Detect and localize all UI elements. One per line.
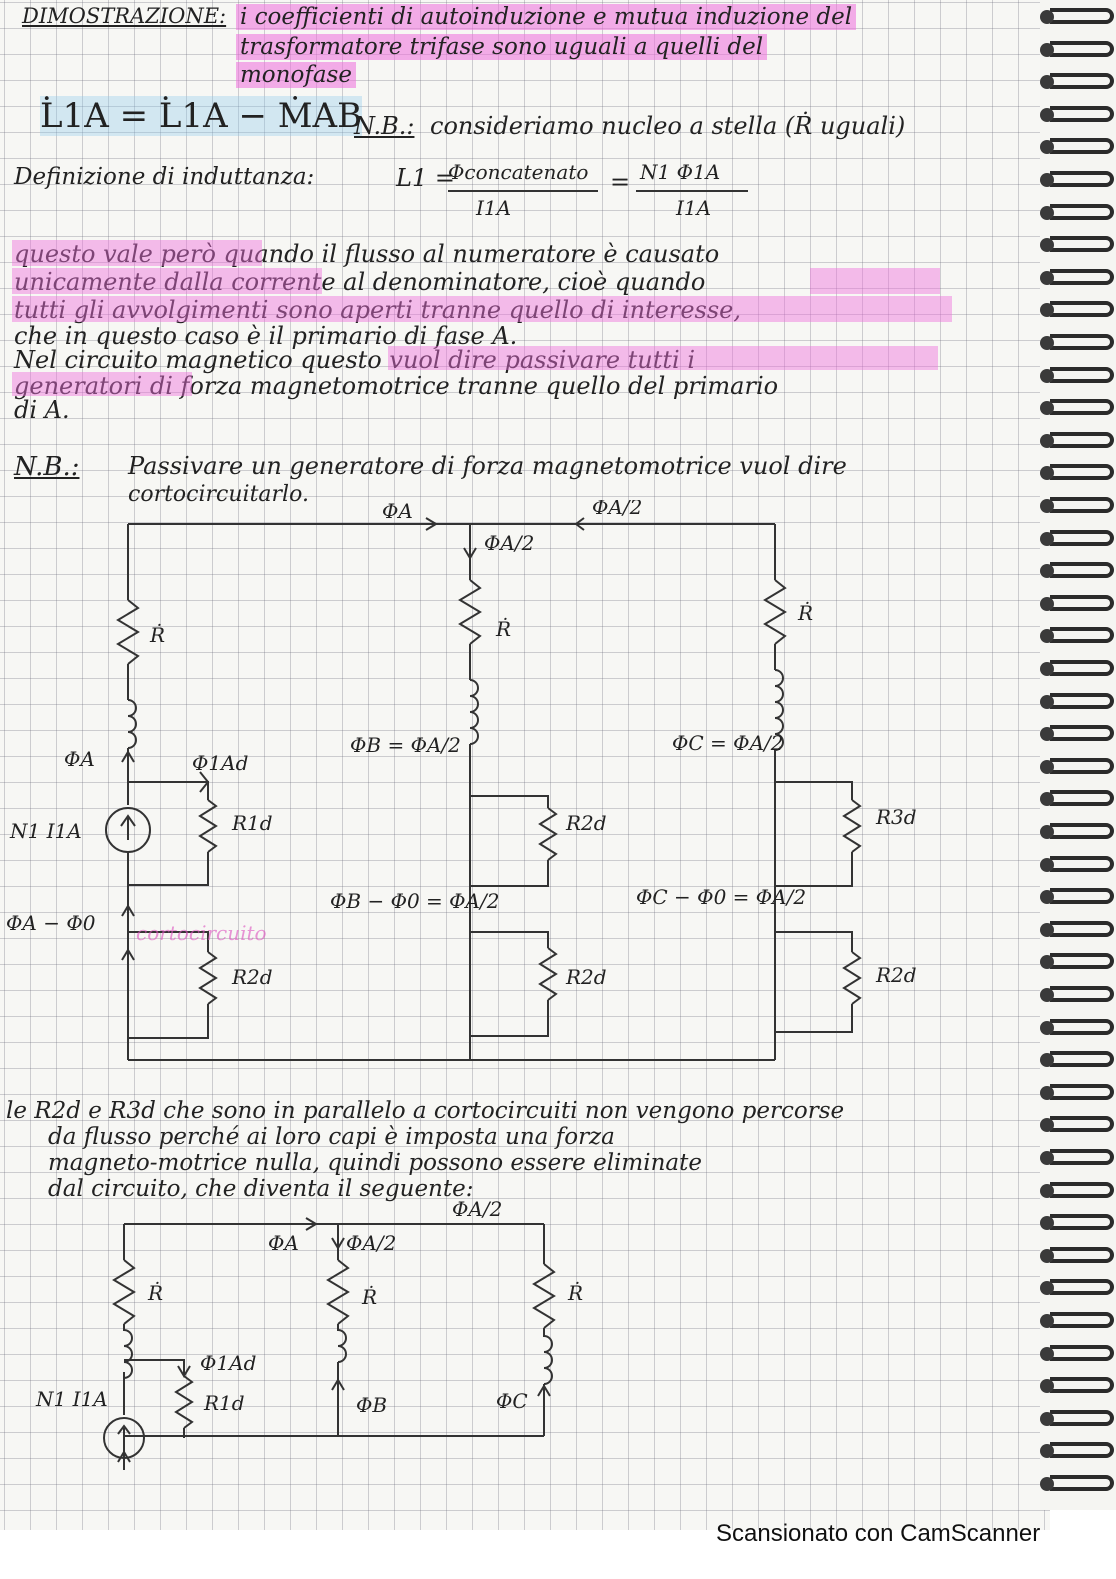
inductance-lhs: L1 = (396, 164, 455, 192)
label-phiC-phi0: ΦC − Φ0 = ΦA/2 (636, 885, 807, 909)
binding-hole (1040, 1021, 1054, 1035)
binding-ring (1050, 627, 1114, 643)
binding-ring (1050, 953, 1114, 969)
fraction-1-bar (448, 190, 598, 192)
highlight-p1-a (12, 240, 262, 266)
c2-label-R1: Ṙ (148, 1281, 164, 1305)
circuit1-mid-resistor (460, 580, 480, 644)
label-R2: Ṙ (496, 617, 512, 641)
c2-label-phiC: ΦC (496, 1389, 528, 1413)
binding-ring (1050, 1377, 1114, 1393)
binding-hole (1040, 499, 1054, 513)
binding-ring (1050, 693, 1114, 709)
binding-ring (1050, 269, 1114, 285)
circuit1-left-coil (128, 700, 136, 748)
binding-hole (1040, 369, 1054, 383)
binding-ring (1050, 367, 1114, 383)
binding-ring (1050, 171, 1114, 187)
paragraph-1-line-7: di A. (14, 396, 70, 424)
circuit2-right-coil (544, 1328, 552, 1384)
highlight-p1-f (12, 372, 192, 396)
circuit2-r1d-resistor (176, 1376, 192, 1428)
binding-hole (1040, 662, 1054, 676)
binding-ring (1050, 1475, 1114, 1491)
binding-ring (1050, 1312, 1114, 1328)
binding-hole (1040, 923, 1054, 937)
binding-ring (1050, 758, 1114, 774)
paragraph-1-line-4: che in questo caso è il primario di fase A. (14, 322, 518, 350)
binding-ring (1050, 823, 1114, 839)
binding-hole (1040, 597, 1054, 611)
binding-hole (1040, 336, 1054, 350)
label-R3d-right: R3d (876, 805, 917, 829)
paragraph-1-line-5: Nel circuito magnetico questo vuol dire passivare tutti i (14, 346, 696, 374)
c2-label-R2: Ṙ (362, 1285, 378, 1309)
binding-ring (1050, 1084, 1114, 1100)
binding-ring (1050, 1410, 1114, 1426)
binding-hole (1040, 1184, 1054, 1198)
binding-ring (1050, 660, 1114, 676)
binding-hole (1040, 206, 1054, 220)
circuit1-r2d-center (540, 948, 556, 1000)
paragraph-2-line-2: da flusso perché ai loro capi è imposta una forza (48, 1124, 615, 1150)
binding-ring (1050, 334, 1114, 350)
binding-hole (1040, 1314, 1054, 1328)
binding-hole (1040, 1151, 1054, 1165)
circuit1-mid-coil (470, 680, 478, 744)
binding-ring (1050, 138, 1114, 154)
binding-ring (1050, 921, 1114, 937)
circuit2-mid-resistor (328, 1260, 348, 1324)
c2-label-R3: Ṙ (568, 1281, 584, 1305)
self-inductance-formula: L̇1A = L̇1A − ṀAB (40, 96, 363, 136)
binding-ring (1050, 1051, 1114, 1067)
inductance-definition-label: Definizione di induttanza: (14, 164, 315, 190)
fraction-equals: = (610, 168, 631, 196)
binding-hole (1040, 1477, 1054, 1491)
binding-ring (1050, 888, 1114, 904)
nb-text-2-line-2: cortocircuitarlo. (128, 482, 309, 507)
label-phi1Ad: Φ1Ad (192, 751, 249, 775)
label-phiC: ΦC = ΦA/2 (672, 731, 784, 755)
c2-label-phiB: ΦB (356, 1393, 388, 1417)
paragraph-1-line-2: unicamente dalla corrente al denominatore, cioè quando (14, 268, 706, 296)
binding-ring (1050, 301, 1114, 317)
binding-hole (1040, 173, 1054, 187)
binding-ring (1050, 399, 1114, 415)
circuit1-r2d-right (844, 952, 860, 1004)
binding-ring (1050, 464, 1114, 480)
circuit2-mid-coil (338, 1324, 346, 1362)
circuit1-r2d-left (200, 952, 216, 1004)
c2-label-phiA: ΦA (268, 1231, 299, 1255)
label-R3: Ṙ (798, 601, 814, 625)
binding-ring (1050, 1116, 1114, 1132)
binding-hole (1040, 43, 1054, 57)
header-line-2: trasformatore trifase sono uguali a quelli del (236, 34, 767, 60)
binding-ring (1050, 432, 1114, 448)
binding-hole (1040, 760, 1054, 774)
spiral-binding (1040, 0, 1116, 1510)
magnetic-circuit-1 (0, 500, 1040, 1080)
binding-ring (1050, 1345, 1114, 1361)
fraction-1-numerator: Φconcatenato (448, 160, 589, 184)
binding-hole (1040, 1249, 1054, 1263)
circuit1-right-resistor (765, 580, 785, 644)
c2-label-phiA-half: ΦA/2 (346, 1231, 397, 1255)
label-phiA-half-top: ΦA/2 (592, 500, 643, 519)
header-line-1: i coefficienti di autoinduzione e mutua induzione del (236, 4, 856, 30)
binding-ring (1050, 1442, 1114, 1458)
binding-ring (1050, 1019, 1114, 1035)
label-phiA-left: ΦA (64, 747, 95, 771)
label-phiA-top: ΦA (382, 500, 413, 523)
label-R2d-mid: R2d (566, 811, 607, 835)
binding-hole (1040, 825, 1054, 839)
binding-ring (1050, 790, 1114, 806)
scanner-footer: Scansionato con CamScanner (716, 1520, 1041, 1547)
label-phiB: ΦB = ΦA/2 (350, 733, 461, 757)
binding-ring (1050, 236, 1114, 252)
circuit1-r1d-resistor (200, 800, 216, 852)
paragraph-1-line-3: tutti gli avvolgimenti sono aperti tranne quello di interesse, (14, 296, 742, 324)
binding-ring (1050, 530, 1114, 546)
fraction-1-denominator: I1A (476, 196, 512, 220)
binding-hole (1040, 988, 1054, 1002)
paragraph-1-line-6: generatori di forza magnetomotrice tranne quello del primario (14, 372, 779, 400)
label-R1: Ṙ (150, 623, 166, 647)
fraction-2-bar (636, 190, 748, 192)
binding-ring (1050, 562, 1114, 578)
binding-ring (1050, 41, 1114, 57)
binding-hole (1040, 271, 1054, 285)
label-R2d-right: R2d (876, 963, 917, 987)
binding-ring (1050, 986, 1114, 1002)
circuit2-left-coil (124, 1324, 132, 1378)
circuit2-right-resistor (534, 1264, 554, 1328)
binding-ring (1050, 1182, 1114, 1198)
highlight-p1-e (388, 346, 938, 370)
label-shortcircuit-note: cortocircuito (136, 921, 267, 945)
arrow-source-up (121, 816, 135, 840)
paragraph-2-line-4: dal circuito, che diventa il seguente: (48, 1176, 474, 1202)
demonstration-label: DIMOSTRAZIONE: (22, 4, 227, 28)
binding-hole (1040, 1412, 1054, 1426)
paragraph-2-line-1: le R2d e R3d che sono in parallelo a cortocircuiti non vengono percorse (6, 1098, 845, 1124)
binding-ring (1050, 1279, 1114, 1295)
circuit1-left-resistor (118, 600, 138, 664)
label-R1d: R1d (232, 811, 273, 835)
c2-label-phiA-half-top: ΦA/2 (452, 1200, 503, 1221)
label-R2d-left: R2d (232, 965, 273, 989)
circuit2-left-resistor (114, 1260, 134, 1324)
c2-label-phi1Ad: Φ1Ad (200, 1351, 257, 1375)
magnetic-circuit-2 (0, 1200, 700, 1500)
binding-ring (1050, 595, 1114, 611)
label-R2d-center: R2d (566, 965, 607, 989)
label-phiB-phi0: ΦB − Φ0 = ΦA/2 (330, 889, 500, 913)
binding-hole (1040, 108, 1054, 122)
binding-ring (1050, 1247, 1114, 1263)
binding-hole (1040, 10, 1054, 24)
header-line-3: monofase (236, 62, 356, 88)
nb-label-1: N.B.: (354, 112, 415, 140)
highlight-p1-b (12, 268, 322, 294)
binding-ring (1050, 1214, 1114, 1230)
binding-ring (1050, 725, 1114, 741)
binding-hole (1040, 532, 1054, 546)
binding-ring (1050, 106, 1114, 122)
fraction-2-denominator: I1A (676, 196, 712, 220)
binding-ring (1050, 1149, 1114, 1165)
c2-label-R1d: R1d (204, 1391, 245, 1415)
binding-ring (1050, 8, 1114, 24)
binding-hole (1040, 1086, 1054, 1100)
binding-hole (1040, 434, 1054, 448)
c2-label-source: N1 I1A (36, 1387, 108, 1411)
binding-ring (1050, 73, 1114, 89)
label-source: N1 I1A (10, 819, 82, 843)
circuit1-r3d-right (844, 800, 860, 852)
binding-hole (1040, 1347, 1054, 1361)
binding-hole (1040, 858, 1054, 872)
label-phiA-phi0: ΦA − Φ0 (6, 911, 96, 935)
highlight-p1-c (810, 268, 940, 294)
binding-ring (1050, 497, 1114, 513)
binding-ring (1050, 856, 1114, 872)
nb-text-2-line-1: Passivare un generatore di forza magnetomotrice vuol dire (128, 452, 847, 480)
fraction-2-numerator: N1 Φ1A (640, 160, 721, 184)
binding-ring (1050, 204, 1114, 220)
nb-text-1: consideriamo nucleo a stella (Ṙ uguali) (430, 112, 906, 140)
paragraph-2-line-3: magneto-motrice nulla, quindi possono essere eliminate (48, 1150, 702, 1176)
nb-label-2: N.B.: (14, 452, 80, 482)
circuit1-r2d-mid (540, 808, 556, 860)
binding-hole (1040, 695, 1054, 709)
label-phiA-half-mid: ΦA/2 (484, 531, 535, 555)
paragraph-1-line-1: questo vale però quando il flusso al numeratore è causato (14, 240, 720, 268)
highlight-p1-d (12, 296, 952, 322)
